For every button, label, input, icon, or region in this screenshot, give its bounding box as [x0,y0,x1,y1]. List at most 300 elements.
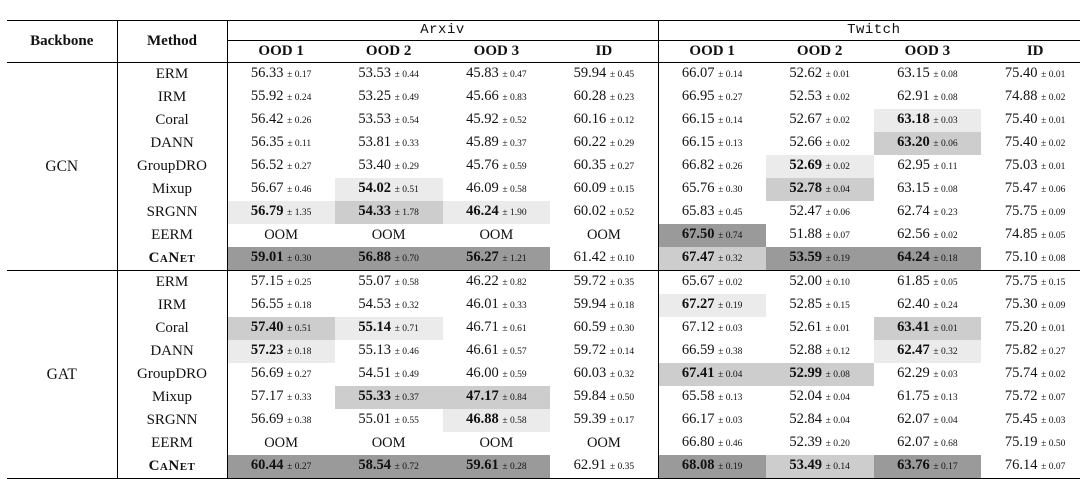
result-cell [550,132,658,155]
result-mean: 75.75 [1004,203,1038,219]
result-cell [550,317,658,340]
result-mean: 54.53 [358,296,392,312]
result-std: ± 0.13 [718,393,743,403]
result-std: ± 0.14 [718,70,743,80]
result-mean: 63.15 [897,180,930,196]
result-cell [874,132,982,155]
result-mean: 62.56 [897,226,930,242]
method-name: DANN [117,340,227,363]
result-cell [443,386,551,409]
table-row [7,432,1080,455]
result-std: ± 0.12 [609,116,635,126]
result-std: ± 0.02 [718,278,743,288]
result-cell [874,109,982,132]
result-cell [335,432,443,455]
result-std: ± 0.08 [825,370,850,380]
result-mean: 45.66 [466,88,499,104]
result-std: ± 0.27 [609,162,635,172]
result-std: ± 0.32 [718,254,743,264]
result-std: ± 0.17 [609,416,635,426]
result-cell [550,432,658,455]
result-std: ± 0.44 [394,70,419,80]
result-mean: 52.39 [789,434,823,450]
result-cell [443,132,551,155]
result-mean: 56.27 [466,249,499,265]
result-cell [658,155,766,178]
result-cell [981,294,1080,317]
result-mean: 63.41 [897,319,930,335]
result-std: ± 0.72 [394,462,419,472]
result-std: ± 0.10 [825,278,850,288]
result-mean: 52.78 [789,180,823,196]
result-std: ± 0.07 [825,231,850,241]
result-std: ± 0.33 [394,139,419,149]
result-mean: 55.01 [358,411,392,427]
result-cell [658,363,766,386]
result-std: ± 0.04 [825,393,850,403]
result-mean: 62.47 [897,342,930,358]
result-mean: 59.72 [573,273,607,289]
result-mean: 54.33 [358,203,392,219]
result-mean: 55.92 [250,88,284,104]
result-std: ± 0.30 [287,254,312,264]
result-std: ± 0.27 [287,370,312,380]
result-cell [550,109,658,132]
result-std: ± 0.38 [287,416,312,426]
result-mean: 46.09 [466,180,499,196]
result-mean: 52.47 [789,203,823,219]
result-mean: 60.16 [573,111,607,127]
result-std: ± 0.14 [718,116,743,126]
result-mean: 53.53 [358,65,392,81]
result-std: ± 0.07 [1041,462,1066,472]
result-std: ± 0.20 [825,439,850,449]
result-std: ± 1.35 [287,208,312,218]
result-std: ± 0.05 [933,278,958,288]
result-std: ± 0.10 [609,254,635,264]
result-mean: 57.40 [250,319,284,335]
result-mean: 57.15 [250,273,284,289]
table-row [7,63,1080,87]
table-row [7,86,1080,109]
header-twitch-ood2: OOD 2 [766,41,874,63]
result-std: ± 0.06 [825,208,850,218]
result-cell [550,201,658,224]
result-std: ± 0.23 [609,93,635,103]
result-mean: 66.07 [681,65,715,81]
table-row [7,271,1080,295]
result-cell [981,455,1080,479]
result-std: ± 0.35 [609,278,635,288]
result-cell [658,409,766,432]
result-cell [766,201,874,224]
result-std: ± 0.50 [609,393,635,403]
result-mean: 52.88 [789,342,823,358]
result-cell [981,201,1080,224]
result-mean: 62.40 [897,296,930,312]
result-cell [766,155,874,178]
result-cell [981,63,1080,87]
result-mean: 75.47 [1004,180,1038,196]
header-backbone: Backbone [7,21,117,63]
result-std: ± 0.32 [394,301,419,311]
result-cell [766,294,874,317]
result-cell [981,363,1080,386]
result-std: ± 0.27 [718,93,743,103]
result-std: ± 0.02 [825,116,850,126]
result-std: ± 0.01 [1041,162,1066,172]
result-mean: 47.17 [466,388,499,404]
result-std: ± 0.33 [287,393,312,403]
result-mean: 52.69 [789,157,823,173]
result-std: ± 0.84 [502,393,527,403]
result-std: ± 0.50 [1041,439,1066,449]
result-mean: 60.59 [573,319,607,335]
result-std: ± 0.55 [394,416,419,426]
result-cell [443,86,551,109]
result-mean: 45.89 [466,134,499,150]
result-std: ± 0.19 [718,462,743,472]
result-std: ± 0.45 [609,70,635,80]
result-cell [658,317,766,340]
result-std: ± 0.27 [1041,347,1066,357]
result-cell [658,247,766,271]
method-name: DANN [117,132,227,155]
result-cell [550,363,658,386]
result-cell [766,247,874,271]
result-std: ± 0.74 [718,231,743,241]
result-std: ± 0.01 [1041,116,1066,126]
result-mean: OOM [264,227,299,243]
result-mean: 52.67 [789,111,823,127]
result-mean: 46.00 [466,365,499,381]
result-mean: 56.69 [250,365,284,381]
result-std: ± 0.02 [825,162,850,172]
result-mean: 65.67 [681,273,715,289]
result-mean: 51.88 [789,226,823,242]
result-std: ± 0.14 [825,462,850,472]
result-std: ± 0.38 [718,347,743,357]
result-mean: 54.51 [358,365,392,381]
result-std: ± 0.46 [394,347,419,357]
result-mean: 55.14 [358,319,392,335]
result-std: ± 0.02 [1041,370,1066,380]
result-cell [981,409,1080,432]
result-cell [227,409,335,432]
result-cell [443,409,551,432]
method-name: CaNet [117,247,227,271]
result-mean: 59.84 [573,388,607,404]
result-mean: 46.01 [466,296,499,312]
result-mean: 75.03 [1004,157,1038,173]
result-cell [766,178,874,201]
result-cell [981,155,1080,178]
result-mean: 60.02 [573,203,607,219]
header-dataset-arxiv: Arxiv [227,21,658,41]
result-cell [981,178,1080,201]
result-std: ± 0.51 [287,324,312,334]
result-std: ± 0.37 [394,393,419,403]
result-mean: 56.67 [250,180,284,196]
result-cell [335,86,443,109]
result-std: ± 0.32 [609,370,635,380]
header-twitch-ood1: OOD 1 [658,41,766,63]
table-row [7,363,1080,386]
result-mean: 75.72 [1004,388,1038,404]
result-cell [874,455,982,479]
result-std: ± 1.21 [502,254,527,264]
method-name: EERM [117,432,227,455]
result-cell [766,340,874,363]
result-cell [766,455,874,479]
result-cell [874,363,982,386]
method-name: Coral [117,317,227,340]
result-cell [658,224,766,247]
result-cell [658,432,766,455]
result-std: ± 0.51 [394,185,419,195]
result-std: ± 0.28 [502,462,527,472]
result-cell [658,294,766,317]
result-cell [981,247,1080,271]
result-std: ± 0.06 [933,139,958,149]
result-std: ± 0.37 [502,139,527,149]
result-cell [335,63,443,87]
result-cell [227,132,335,155]
result-cell [981,224,1080,247]
result-mean: 75.30 [1004,296,1038,312]
result-mean: 59.39 [573,411,607,427]
result-std: ± 0.04 [718,370,743,380]
table-row [7,317,1080,340]
result-mean: 75.45 [1004,411,1038,427]
result-mean: 45.92 [466,111,499,127]
result-mean: 61.85 [897,273,930,289]
result-cell [443,63,551,87]
result-cell [227,455,335,479]
result-mean: 56.35 [251,134,284,150]
result-cell [335,317,443,340]
result-cell [766,224,874,247]
result-mean: 45.83 [466,65,499,81]
result-std: ± 0.18 [609,301,635,311]
result-cell [981,86,1080,109]
result-std: ± 0.04 [825,185,850,195]
result-mean: 53.40 [358,157,392,173]
result-mean: 75.74 [1004,365,1038,381]
result-std: ± 1.78 [394,208,419,218]
result-cell [550,340,658,363]
header-twitch-ood3: OOD 3 [874,41,982,63]
result-std: ± 0.19 [718,301,743,311]
result-mean: 52.85 [789,296,823,312]
result-mean: 63.76 [897,457,930,473]
result-mean: 52.04 [789,388,823,404]
result-std: ± 0.32 [933,347,958,357]
result-std: ± 0.19 [825,254,850,264]
result-mean: 56.69 [250,411,284,427]
result-mean: 58.54 [358,457,392,473]
result-std: ± 0.29 [609,139,635,149]
result-cell [874,317,982,340]
result-cell [335,363,443,386]
result-mean: 75.10 [1004,249,1038,265]
results-body [7,63,1080,479]
result-mean: 65.83 [681,203,715,219]
result-cell [981,132,1080,155]
result-std: ± 0.83 [502,93,527,103]
result-mean: 56.88 [358,249,392,265]
result-std: ± 0.15 [609,185,635,195]
result-cell [335,340,443,363]
backbone-label: GAT [7,271,117,479]
result-cell [550,86,658,109]
result-std: ± 0.17 [933,462,958,472]
table-row [7,247,1080,271]
result-std: ± 0.46 [718,439,743,449]
result-cell [550,155,658,178]
method-name: ERM [117,271,227,295]
result-cell [766,63,874,87]
result-mean: 59.94 [573,65,607,81]
result-std: ± 0.26 [287,116,312,126]
header-arxiv-ood3: OOD 3 [443,41,551,63]
result-mean: 56.33 [250,65,284,81]
result-mean: 75.20 [1004,319,1038,335]
result-mean: 56.55 [250,296,284,312]
result-cell [874,86,982,109]
result-std: ± 0.01 [825,324,850,334]
result-mean: 52.66 [789,134,823,150]
result-mean: 67.50 [681,226,715,242]
result-cell [227,432,335,455]
result-std: ± 0.02 [933,231,958,241]
method-name: SRGNN [117,201,227,224]
result-std: ± 0.45 [718,208,743,218]
result-cell [550,409,658,432]
result-mean: 66.15 [681,111,715,127]
result-std: ± 0.01 [825,70,850,80]
result-std: ± 0.04 [933,416,958,426]
result-mean: 66.59 [681,342,715,358]
result-std: ± 0.47 [502,70,527,80]
result-std: ± 0.15 [825,301,850,311]
table-row [7,224,1080,247]
result-std: ± 0.08 [933,93,958,103]
result-cell [658,455,766,479]
result-cell [766,132,874,155]
method-name: SRGNN [117,409,227,432]
result-mean: 64.24 [897,249,930,265]
table-row [7,455,1080,479]
result-mean: 53.25 [358,88,392,104]
result-std: ± 0.33 [502,301,527,311]
result-cell [766,109,874,132]
result-mean: 75.82 [1004,342,1038,358]
result-std: ± 0.23 [933,208,958,218]
result-mean: 60.03 [573,365,607,381]
result-std: ± 0.18 [287,301,312,311]
result-std: ± 0.70 [394,254,419,264]
result-cell [227,386,335,409]
result-std: ± 0.03 [718,416,743,426]
result-std: ± 0.01 [1041,70,1066,80]
result-cell [443,317,551,340]
result-cell [981,340,1080,363]
result-cell [227,247,335,271]
result-mean: 53.53 [358,111,392,127]
result-mean: 67.41 [681,365,715,381]
result-std: ± 0.61 [502,324,527,334]
result-cell [874,247,982,271]
result-mean: 57.23 [250,342,284,358]
result-cell [227,201,335,224]
result-mean: 62.74 [897,203,930,219]
result-mean: OOM [264,435,299,451]
result-std: ± 0.03 [933,370,958,380]
result-std: ± 0.27 [287,462,312,472]
result-mean: OOM [586,227,621,243]
result-mean: 52.99 [789,365,823,381]
result-cell [227,294,335,317]
result-std: ± 0.18 [933,254,958,264]
result-cell [443,224,551,247]
table-row [7,178,1080,201]
result-mean: 53.59 [789,249,823,265]
result-mean: 68.08 [681,457,715,473]
result-std: ± 0.08 [933,185,958,195]
result-cell [658,109,766,132]
result-mean: 66.17 [681,411,715,427]
result-mean: 75.75 [1004,273,1038,289]
result-mean: 60.09 [573,180,607,196]
result-std: ± 0.15 [1041,278,1066,288]
result-cell [658,271,766,295]
result-cell [766,271,874,295]
result-cell [981,109,1080,132]
table-row [7,109,1080,132]
result-mean: 46.24 [466,203,499,219]
result-std: ± 0.01 [1041,324,1066,334]
result-cell [981,271,1080,295]
result-cell [550,247,658,271]
result-mean: 53.49 [789,457,823,473]
result-mean: 75.40 [1004,65,1038,81]
result-cell [658,86,766,109]
result-cell [335,386,443,409]
result-cell [335,178,443,201]
result-cell [874,294,982,317]
result-mean: 66.15 [681,134,715,150]
result-std: ± 0.03 [933,116,958,126]
result-std: ± 0.01 [933,324,958,334]
backbone-label: GCN [7,63,117,271]
result-std: ± 0.35 [609,462,635,472]
result-std: ± 0.54 [394,116,419,126]
result-std: ± 0.58 [502,185,527,195]
result-mean: 57.17 [250,388,284,404]
result-std: ± 0.26 [718,162,743,172]
method-name: Mixup [117,178,227,201]
result-std: ± 0.13 [933,393,958,403]
result-std: ± 0.07 [1041,393,1066,403]
result-mean: 53.81 [358,134,392,150]
result-cell [550,178,658,201]
result-cell [443,271,551,295]
table-row [7,155,1080,178]
result-cell [658,132,766,155]
result-cell [658,386,766,409]
result-cell [443,432,551,455]
